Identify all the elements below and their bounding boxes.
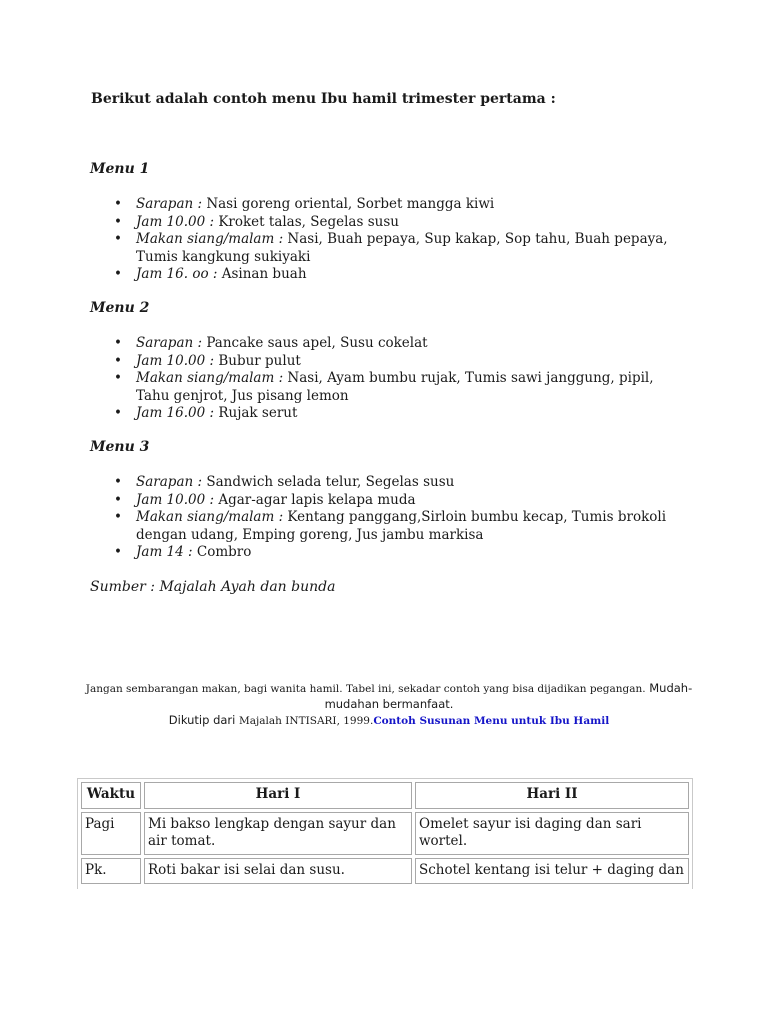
table-cell: Mi bakso lengkap dengan sayur dan air tomat.: [144, 812, 412, 855]
item-text: Rujak serut: [214, 405, 298, 421]
bullet-icon: •: [114, 370, 122, 386]
source-citation: Sumber : Majalah Ayah dan bunda: [90, 579, 336, 595]
table-row: [81, 812, 689, 855]
bullet-icon: •: [114, 474, 122, 490]
item-label: Makan siang/malam :: [136, 231, 284, 247]
item-text: Kentang panggang,Sirloin bumbu kecap, Tumis brokoli dengan udang, Emping goreng, Jus jambu markisa: [136, 509, 667, 543]
menu-3-list: [114, 474, 674, 562]
list-item: [114, 370, 674, 405]
item-label: Makan siang/malam :: [136, 509, 284, 525]
bullet-icon: •: [114, 405, 122, 421]
bullet-icon: •: [114, 509, 122, 525]
item-label: Jam 16. oo :: [136, 266, 218, 282]
menu-2-list: [114, 335, 674, 423]
menu-table: [78, 779, 692, 887]
bullet-icon: •: [114, 352, 122, 369]
list-item: [114, 405, 674, 423]
menu-2-title: Menu 2: [90, 300, 150, 316]
item-text: Pancake saus apel, Susu cokelat: [202, 335, 428, 351]
note-wish: Mudah-mudahan bermanfaat.: [324, 681, 693, 711]
list-item: [114, 335, 674, 353]
item-text: Kroket talas, Segelas susu: [214, 213, 399, 230]
list-item: [114, 353, 674, 371]
item-text: Nasi, Ayam bumbu rujak, Tumis sawi janggung, pipil, Tahu genjrot, Jus pisang lemon: [136, 370, 654, 404]
bullet-icon: •: [114, 491, 122, 508]
header-hari-1: Hari I: [144, 782, 412, 809]
item-label: Sarapan :: [136, 474, 203, 490]
intro-heading: Berikut adalah contoh menu Ibu hamil trimester pertama :: [91, 91, 556, 107]
list-item: [114, 196, 674, 214]
list-item: [114, 474, 674, 492]
item-label: Sarapan :: [136, 196, 203, 212]
menu-1-list: [114, 196, 674, 284]
item-text: Combro: [192, 544, 252, 560]
list-item: [114, 214, 674, 232]
header-waktu: Waktu: [81, 782, 141, 809]
note-text: Jangan sembarangan makan, bagi wanita hamil. Tabel ini, sekadar contoh yang bisa dijadikan pegangan.: [85, 683, 646, 695]
bullet-icon: •: [114, 266, 122, 282]
item-text: Nasi goreng oriental, Sorbet mangga kiwi: [202, 196, 495, 212]
item-label: Jam 14 :: [136, 544, 193, 560]
list-item: [114, 509, 674, 544]
table-note: [80, 681, 698, 729]
bullet-icon: •: [114, 544, 122, 560]
item-label: Jam 10.00 :: [136, 352, 215, 369]
item-label: Jam 16.00 :: [136, 405, 215, 421]
table-row: [81, 858, 689, 884]
list-item: [114, 492, 674, 510]
item-text: Nasi, Buah pepaya, Sup kakap, Sop tahu, Buah pepaya, Tumis kangkung sukiyaki: [136, 231, 668, 265]
menu-table-link[interactable]: Contoh Susunan Menu untuk Ibu Hamil: [373, 715, 610, 727]
item-label: Sarapan :: [136, 335, 203, 351]
list-item: [114, 266, 674, 284]
note-quoted-from: Dikutip dari: [168, 713, 240, 727]
menu-3-title: Menu 3: [90, 439, 150, 455]
item-text: Bubur pulut: [214, 352, 301, 369]
bullet-icon: •: [114, 231, 122, 247]
item-label: Jam 10.00 :: [136, 213, 215, 230]
bullet-icon: •: [114, 196, 122, 212]
note-magazine: Majalah INTISARI, 1999.: [239, 715, 374, 727]
bullet-icon: •: [114, 335, 122, 351]
table-cell: Schotel kentang isi telur + daging dan: [415, 858, 689, 884]
menu-table-container: [77, 778, 693, 889]
menu-1-title: Menu 1: [90, 161, 150, 177]
header-hari-2: Hari II: [415, 782, 689, 809]
table-cell: Omelet sayur isi daging dan sari wortel.: [415, 812, 689, 855]
list-item: [114, 544, 674, 562]
item-text: Agar-agar lapis kelapa muda: [214, 491, 416, 508]
bullet-icon: •: [114, 213, 122, 230]
list-item: [114, 231, 674, 266]
item-text: Sandwich selada telur, Segelas susu: [202, 474, 455, 490]
item-text: Asinan buah: [217, 266, 307, 282]
table-cell: Pk.: [81, 858, 141, 884]
table-cell: Roti bakar isi selai dan susu.: [144, 858, 412, 884]
table-cell: Pagi: [81, 812, 141, 855]
item-label: Makan siang/malam :: [136, 370, 284, 386]
table-header-row: [81, 782, 689, 809]
item-label: Jam 10.00 :: [136, 491, 215, 508]
